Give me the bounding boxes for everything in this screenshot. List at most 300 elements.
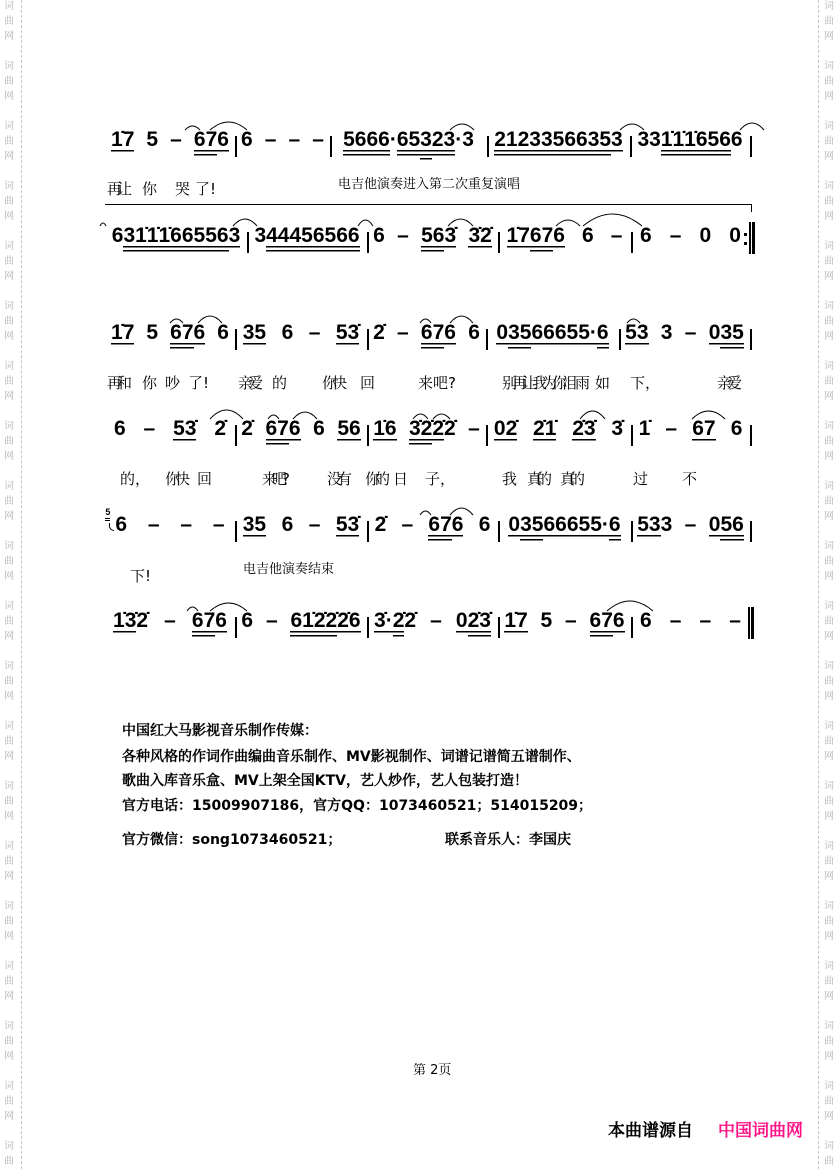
note-text: 6 xyxy=(730,128,743,151)
beat-group xyxy=(343,128,474,162)
beat-group xyxy=(590,609,625,643)
watermark-char: 曲 xyxy=(4,556,14,567)
watermark-char: 词 xyxy=(4,901,14,912)
note-text: – xyxy=(565,609,577,632)
note xyxy=(637,513,660,547)
watermark-char: 网 xyxy=(824,751,834,762)
measure xyxy=(367,321,486,355)
watermark-char: 网 xyxy=(4,571,14,582)
note xyxy=(578,321,597,355)
beat-group xyxy=(170,321,205,355)
note-text: 5· xyxy=(590,513,609,536)
note-text: 6 xyxy=(313,417,325,440)
watermark-char: 词 xyxy=(824,901,834,912)
duration-dash xyxy=(144,417,156,451)
watermark-char: 曲 xyxy=(824,796,834,807)
note xyxy=(530,224,553,258)
beat-group xyxy=(565,609,577,643)
beat-group xyxy=(373,321,385,355)
note-text: 3 xyxy=(611,128,623,151)
lyric-word: 如 xyxy=(595,374,611,392)
measure xyxy=(235,128,330,162)
note-text: – xyxy=(308,513,321,536)
note xyxy=(421,321,444,355)
watermark-char: 网 xyxy=(824,91,834,102)
note-text: 3 xyxy=(660,513,673,536)
duration-dash xyxy=(289,128,301,162)
note-text: – xyxy=(684,321,697,344)
note xyxy=(541,128,588,162)
note xyxy=(720,321,743,355)
watermark-char: 网 xyxy=(4,451,14,462)
lyric-word: 下， xyxy=(630,374,661,392)
lyric-word: 亲爱 xyxy=(717,374,738,392)
note xyxy=(313,224,360,258)
lyric-word: 来吧? xyxy=(262,470,285,488)
note xyxy=(731,417,743,451)
lyric-word: 别再让我为你泪 xyxy=(502,374,573,392)
watermark-char: 网 xyxy=(824,991,834,1002)
note-text: 67 xyxy=(428,513,452,536)
beat-group xyxy=(254,224,359,258)
lyric-word: 真的 xyxy=(560,470,581,488)
watermark-char: 网 xyxy=(4,811,14,822)
beat-group xyxy=(217,321,229,355)
duration-dash xyxy=(180,513,192,547)
note xyxy=(390,128,397,162)
note xyxy=(661,321,673,355)
note-text: 2123 xyxy=(494,128,541,151)
note xyxy=(214,417,226,451)
note-text: – xyxy=(143,417,156,440)
beat-group xyxy=(496,321,608,355)
watermark-char: 曲 xyxy=(824,16,834,27)
note-text: 2̇ xyxy=(444,417,456,440)
note xyxy=(266,224,313,258)
watermark-char: 词 xyxy=(4,661,14,672)
note xyxy=(479,513,491,547)
note-text: 2̇ xyxy=(214,417,227,440)
repeat-end-thin-bar xyxy=(749,222,751,254)
duration-dash xyxy=(729,609,741,643)
note-text: 6 xyxy=(553,224,565,247)
beat-group xyxy=(312,128,324,162)
note xyxy=(112,224,124,258)
watermark-char: 曲 xyxy=(824,136,834,147)
watermark-char: 曲 xyxy=(824,1096,834,1107)
note-text: 2̇ xyxy=(432,417,445,440)
watermark-char: 词 xyxy=(4,481,14,492)
measure xyxy=(235,513,367,547)
note xyxy=(337,417,360,451)
watermark-char: 网 xyxy=(824,811,834,822)
beat-group xyxy=(164,609,176,643)
beat-group xyxy=(468,321,480,355)
note xyxy=(146,128,158,162)
note xyxy=(113,609,136,643)
watermark-char: 曲 xyxy=(4,196,14,207)
beat-group xyxy=(144,417,156,451)
note xyxy=(290,609,337,643)
beat-group xyxy=(685,513,697,547)
note-text: 3̇ xyxy=(611,417,624,440)
beat-group xyxy=(336,321,359,355)
lyric-word: 的， xyxy=(120,470,151,488)
beat-group xyxy=(428,513,463,547)
watermark-char: 网 xyxy=(824,391,834,402)
note-text: 6 xyxy=(444,321,456,344)
watermark-char: 网 xyxy=(4,31,14,42)
duration-dash xyxy=(670,609,682,643)
beat-group xyxy=(241,128,253,162)
beat-group xyxy=(731,417,743,451)
note-text: – xyxy=(265,609,278,632)
beat-group xyxy=(637,513,672,547)
note xyxy=(173,417,196,451)
note-text: 35 xyxy=(508,321,532,344)
duration-dash xyxy=(312,128,324,162)
note xyxy=(661,513,673,547)
watermark-char: 曲 xyxy=(4,316,14,327)
watermark-char: 词 xyxy=(4,1081,14,1092)
note xyxy=(729,224,741,258)
note-text: 35 xyxy=(242,513,267,536)
note xyxy=(572,417,595,451)
note-text: 6 xyxy=(640,224,652,247)
note xyxy=(114,417,126,451)
note xyxy=(241,609,253,643)
beat-group xyxy=(582,224,594,258)
note-text: 1̇6 xyxy=(373,417,397,440)
note-text: – xyxy=(164,609,176,632)
note xyxy=(597,321,609,355)
note xyxy=(421,224,444,258)
watermark-char: 曲 xyxy=(4,676,14,687)
note xyxy=(409,417,432,451)
note-text: 35 xyxy=(720,321,744,344)
note-text: 3̇ xyxy=(444,224,457,247)
note xyxy=(336,321,359,355)
note xyxy=(625,321,648,355)
duration-dash xyxy=(213,513,225,547)
note xyxy=(507,224,530,258)
page-number: 第 2页 xyxy=(413,1063,452,1078)
footer-company-line: 中国红大马影视音乐制作传媒： xyxy=(122,723,318,739)
watermark-char: 网 xyxy=(4,1051,14,1062)
lyric-word: 你快 xyxy=(165,470,186,488)
final-thin-bar xyxy=(748,607,750,639)
note-text: 5· xyxy=(578,321,597,344)
beat-group xyxy=(670,609,682,643)
note-text: 56 xyxy=(337,417,361,440)
note-text: – xyxy=(669,224,682,247)
note-text: 0 xyxy=(508,513,521,536)
note xyxy=(217,128,229,162)
watermark-char: 曲 xyxy=(4,736,14,747)
watermark-char: 词 xyxy=(824,961,834,972)
measure xyxy=(631,224,750,258)
note-text: 1̇656 xyxy=(684,128,731,151)
duration-dash xyxy=(700,609,712,643)
beat-group xyxy=(533,417,556,451)
note-text: – xyxy=(397,224,409,247)
beat-group xyxy=(146,128,158,162)
note xyxy=(337,609,360,643)
beat-group xyxy=(373,417,396,451)
note-text: 3566 xyxy=(540,128,588,151)
repeat-dot xyxy=(744,242,747,245)
note-text: 35 xyxy=(587,128,612,151)
beat-group xyxy=(213,513,225,547)
note xyxy=(420,128,432,162)
beat-group xyxy=(494,128,622,162)
beat-group xyxy=(289,128,301,162)
watermark-char: 网 xyxy=(824,31,834,42)
note-text: – xyxy=(170,128,182,151)
score-row xyxy=(0,609,840,643)
note xyxy=(313,417,325,451)
watermark-char: 网 xyxy=(824,1051,834,1062)
note xyxy=(373,224,385,258)
note-text: 1̇7 xyxy=(111,321,135,344)
note-text: 3 xyxy=(420,128,432,151)
note-text: 6 xyxy=(478,513,491,536)
duration-dash xyxy=(685,513,697,547)
note xyxy=(613,609,625,643)
beat-group xyxy=(114,417,126,451)
beat-group xyxy=(729,224,741,258)
note xyxy=(692,417,715,451)
note xyxy=(123,224,158,258)
watermark-char: 网 xyxy=(824,691,834,702)
measure xyxy=(631,513,750,547)
note xyxy=(590,513,609,547)
watermark-char: 曲 xyxy=(4,1156,14,1167)
watermark-char: 词 xyxy=(824,241,834,252)
note xyxy=(194,321,206,355)
watermark-char: 曲 xyxy=(824,1156,834,1167)
watermark-char: 曲 xyxy=(4,976,14,987)
note xyxy=(553,224,565,258)
note xyxy=(243,321,266,355)
duration-dash xyxy=(397,321,409,355)
note-text: 1̇665 xyxy=(158,224,206,247)
note-text: 5 xyxy=(146,128,159,151)
duration-dash xyxy=(397,224,409,258)
note xyxy=(205,224,228,258)
lyric-word: 日 xyxy=(393,470,409,488)
beat-group xyxy=(611,417,623,451)
note-text: – xyxy=(401,513,414,536)
note-text: 0 xyxy=(708,321,721,344)
lyric-word: 不 xyxy=(682,470,698,488)
watermark-char: 网 xyxy=(4,631,14,642)
beat-group xyxy=(508,513,620,547)
duration-dash xyxy=(164,609,176,643)
watermark-char: 词 xyxy=(824,1141,834,1152)
note-text: – xyxy=(180,513,193,536)
barline xyxy=(750,521,752,542)
score-row xyxy=(0,128,840,162)
note-text: 53̇ xyxy=(335,321,360,344)
note xyxy=(432,128,455,162)
source-site-name: 中国词曲网 xyxy=(718,1121,803,1141)
measure xyxy=(631,609,750,643)
beat-group xyxy=(468,224,491,258)
note xyxy=(336,513,359,547)
beat-group xyxy=(700,224,712,258)
beat-group xyxy=(266,609,278,643)
note-text: 0 xyxy=(699,224,712,247)
note-text: 33 xyxy=(637,128,661,151)
watermark-char: 网 xyxy=(4,1111,14,1122)
note-text: 53 xyxy=(637,513,661,536)
beat-group xyxy=(692,417,715,451)
lyric-word: 了! xyxy=(195,180,217,198)
watermark-char: 词 xyxy=(824,421,834,432)
watermark-char: 曲 xyxy=(824,616,834,627)
watermark-char: 网 xyxy=(824,571,834,582)
watermark-char: 网 xyxy=(4,871,14,882)
beat-group xyxy=(337,417,360,451)
note-text: 61̇2̇2̇ xyxy=(290,609,338,632)
duration-dash xyxy=(265,128,277,162)
note-text: 6 xyxy=(596,321,609,344)
beat-group xyxy=(241,609,253,643)
beat-group xyxy=(265,128,277,162)
note-text: 0 xyxy=(708,513,721,536)
watermark-char: 曲 xyxy=(824,436,834,447)
note xyxy=(111,321,134,355)
note-text: 0 xyxy=(455,609,468,632)
note-text: 6 xyxy=(241,128,253,151)
note xyxy=(640,609,652,643)
note-text: – xyxy=(212,513,225,536)
note xyxy=(215,609,227,643)
beat-group xyxy=(640,609,652,643)
note-text: 67 xyxy=(193,128,218,151)
note xyxy=(397,128,420,162)
note xyxy=(105,507,128,547)
note-text: 1̇3̇ xyxy=(113,609,137,632)
lyric-word: 亲爱 xyxy=(238,374,259,392)
measure xyxy=(105,507,235,547)
watermark-char: 词 xyxy=(4,1141,14,1152)
lyric-word: 了! xyxy=(188,374,210,392)
watermark-char: 词 xyxy=(4,721,14,732)
lyric-word: 你 xyxy=(142,374,158,392)
beat-group xyxy=(479,513,491,547)
watermark-char: 网 xyxy=(824,511,834,522)
note-text: 3 xyxy=(228,224,241,247)
note-text: – xyxy=(264,128,277,151)
note xyxy=(639,417,651,451)
note-text: 6 xyxy=(215,609,227,632)
beat-group xyxy=(421,321,456,355)
note-text: – xyxy=(288,128,301,151)
note-text: 2̇3̇ xyxy=(572,417,596,440)
watermark-char: 网 xyxy=(824,871,834,882)
duration-dash xyxy=(148,513,160,547)
note-text: 31̇1̇ xyxy=(123,224,159,247)
repeat-end-thick-bar xyxy=(752,222,755,254)
beat-group xyxy=(494,417,517,451)
lyric-word: 再和 xyxy=(107,374,128,392)
watermark-char: 词 xyxy=(824,361,834,372)
beat-group xyxy=(456,609,491,643)
measure xyxy=(487,128,630,162)
measure xyxy=(247,224,367,258)
beat-group xyxy=(266,417,301,451)
note-text: 6 xyxy=(730,417,743,440)
note xyxy=(241,417,253,451)
beat-group xyxy=(541,609,553,643)
note xyxy=(468,224,491,258)
duration-dash xyxy=(309,321,321,355)
watermark-char: 曲 xyxy=(4,916,14,927)
beat-group xyxy=(507,224,565,258)
note-text: 35 xyxy=(242,321,267,344)
note-text: 6 xyxy=(640,609,652,632)
duration-dash xyxy=(685,321,697,355)
watermark-char: 词 xyxy=(824,181,834,192)
measure xyxy=(619,321,750,355)
footer-services-line: 各种风格的作词作曲编曲音乐制作、MV影视制作、词谱记谱简五谱制作、 xyxy=(122,749,581,765)
watermark-char: 网 xyxy=(824,331,834,342)
note-text: – xyxy=(147,513,160,536)
note-text: 5666 xyxy=(343,128,390,151)
note-text: 2̇ xyxy=(404,609,417,632)
watermark-char: 曲 xyxy=(824,76,834,87)
beat-group xyxy=(113,609,148,643)
duration-dash xyxy=(665,417,677,451)
watermark-char: 词 xyxy=(4,121,14,132)
note xyxy=(468,321,480,355)
note xyxy=(254,224,266,258)
beat-group xyxy=(111,128,134,162)
watermark-char: 词 xyxy=(824,61,834,72)
lyric-word: 回 xyxy=(197,470,213,488)
beat-group xyxy=(373,224,385,258)
beat-group xyxy=(402,513,414,547)
note-text: 65 xyxy=(554,321,579,344)
beat-group xyxy=(282,513,294,547)
watermark-char: 曲 xyxy=(824,976,834,987)
note xyxy=(567,513,590,547)
note-text: 6 xyxy=(608,513,621,536)
watermark-char: 词 xyxy=(4,181,14,192)
note xyxy=(504,609,527,643)
note-text: 3̇2̇ xyxy=(408,417,433,440)
beat-group xyxy=(148,513,160,547)
note-text: 6 xyxy=(281,321,294,344)
watermark-char: 网 xyxy=(4,691,14,702)
beat-group xyxy=(241,417,253,451)
score-row xyxy=(0,507,840,547)
beat-group xyxy=(214,417,226,451)
watermark-char: 网 xyxy=(4,211,14,222)
note-text: 0 xyxy=(496,321,509,344)
measure xyxy=(486,417,631,451)
note xyxy=(590,609,613,643)
watermark-char: 网 xyxy=(4,151,14,162)
grace-hook-icon xyxy=(109,523,114,531)
duration-dash xyxy=(402,513,414,547)
note-text: 3̇· xyxy=(374,609,393,632)
note-text: 6 xyxy=(241,609,254,632)
note xyxy=(282,321,294,355)
measure xyxy=(486,321,619,355)
